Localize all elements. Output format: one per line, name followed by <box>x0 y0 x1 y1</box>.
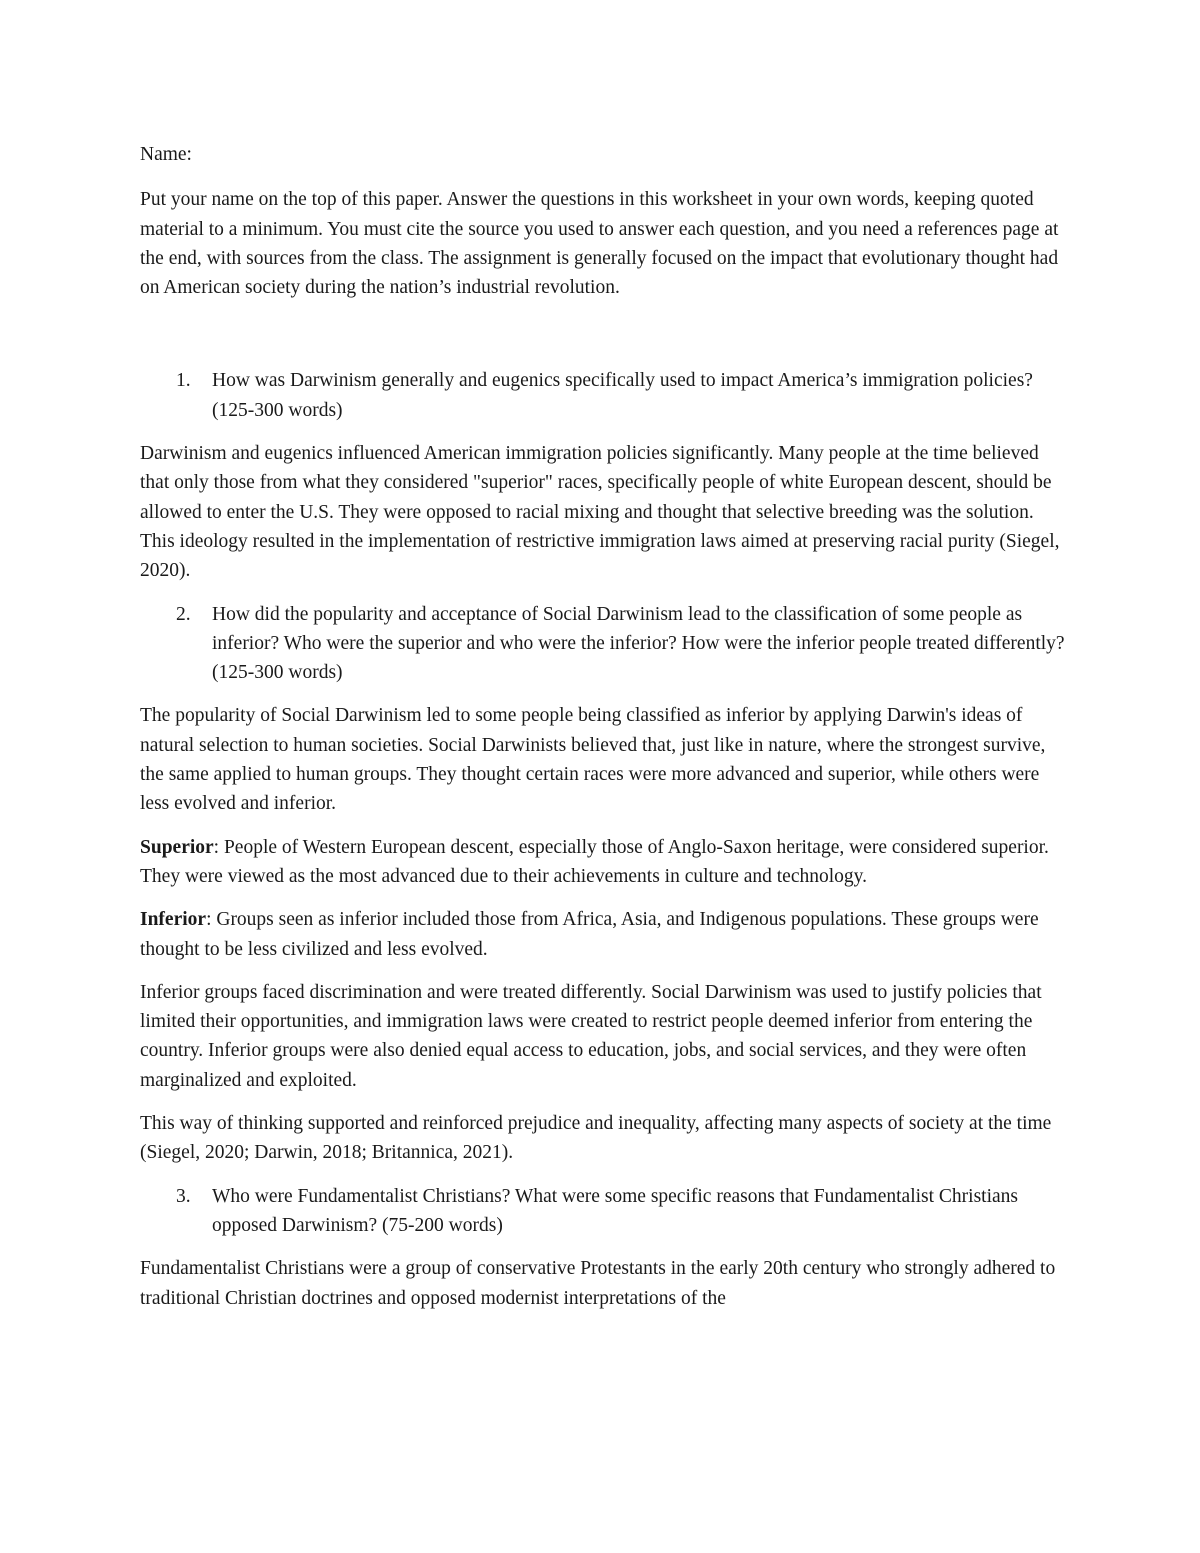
superior-label: Superior <box>140 836 214 858</box>
question-2-text: How did the popularity and acceptance of Social Darwinism lead to the classification of some people as inferior? Who were the superior and who were the inferior? How were the inferior people treated differently? (125-300 words) <box>212 603 1065 684</box>
answer-2-conclusion-paragraph: This way of thinking supported and reinforced prejudice and inequality, affecting many aspects of society at the time (Siegel, 2020; Darwin, 2018; Britannica, 2021). <box>140 1113 1052 1164</box>
instructions-paragraph: Put your name on the top of this paper. Answer the questions in this worksheet in your own words, keeping quoted material to a minimum. You must cite the source you used to answer each question, and you need a references page at the end, with sources from the class. The assignment is generally focused on the impact that evolutionary thought had on American society during the nation’s industrial revolution. <box>140 189 1059 299</box>
question-1-number: 1. <box>176 370 191 392</box>
inferior-text: : Groups seen as inferior included those from Africa, Asia, and Indigenous populations. These groups were thought to be less civilized and less evolved. <box>140 909 1039 960</box>
document-page <box>140 140 1065 1327</box>
question-3-number: 3. <box>176 1185 191 1207</box>
question-2 <box>140 600 1065 688</box>
question-1-text: How was Darwinism generally and eugenics specifically used to impact America’s immigration policies? (125-300 words) <box>212 370 1033 421</box>
question-3 <box>140 1182 1065 1241</box>
question-1 <box>140 366 1065 425</box>
answer-2-treatment-paragraph: Inferior groups faced discrimination and were treated differently. Social Darwinism was used to justify policies that limited their opportunities, and immigration laws were created to restrict people deemed inferior from entering the country. Inferior groups were also denied equal access to education, jobs, and social services, and they were often marginalized and exploited. <box>140 981 1042 1091</box>
answer-1-paragraph: Darwinism and eugenics influenced American immigration policies significantly. Many people at the time believed that only those from what they considered "superior" races, specifically people of white European descent, should be allowed to enter the U.S. They were opposed to racial mixing and thought that selective breeding was the solution. This ideology resulted in the implementation of restrictive immigration laws aimed at preserving racial purity (Siegel, 2020). <box>140 443 1060 582</box>
answer-2-intro-paragraph: The popularity of Social Darwinism led to some people being classified as inferior by applying Darwin's ideas of natural selection to human societies. Social Darwinists believed that, just like in nature, where the strongest survive, the same applied to human groups. They thought certain races were more advanced and superior, while others were less evolved and inferior. <box>140 705 1046 815</box>
question-2-number: 2. <box>176 603 191 625</box>
answer-3-paragraph: Fundamentalist Christians were a group of conservative Protestants in the early 20th century who strongly adhered to traditional Christian doctrines and opposed modernist interpretations of the <box>140 1258 1056 1309</box>
superior-paragraph <box>140 833 1065 892</box>
inferior-label: Inferior <box>140 909 207 931</box>
name-label: Name: <box>140 144 192 165</box>
inferior-paragraph <box>140 905 1065 964</box>
question-3-text: Who were Fundamentalist Christians? What were some specific reasons that Fundamentalist Christians opposed Darwinism? (75-200 words) <box>212 1185 1018 1236</box>
superior-text: : People of Western European descent, especially those of Anglo-Saxon heritage, were considered superior. They were viewed as the most advanced due to their achievements in culture and technology. <box>140 836 1049 887</box>
